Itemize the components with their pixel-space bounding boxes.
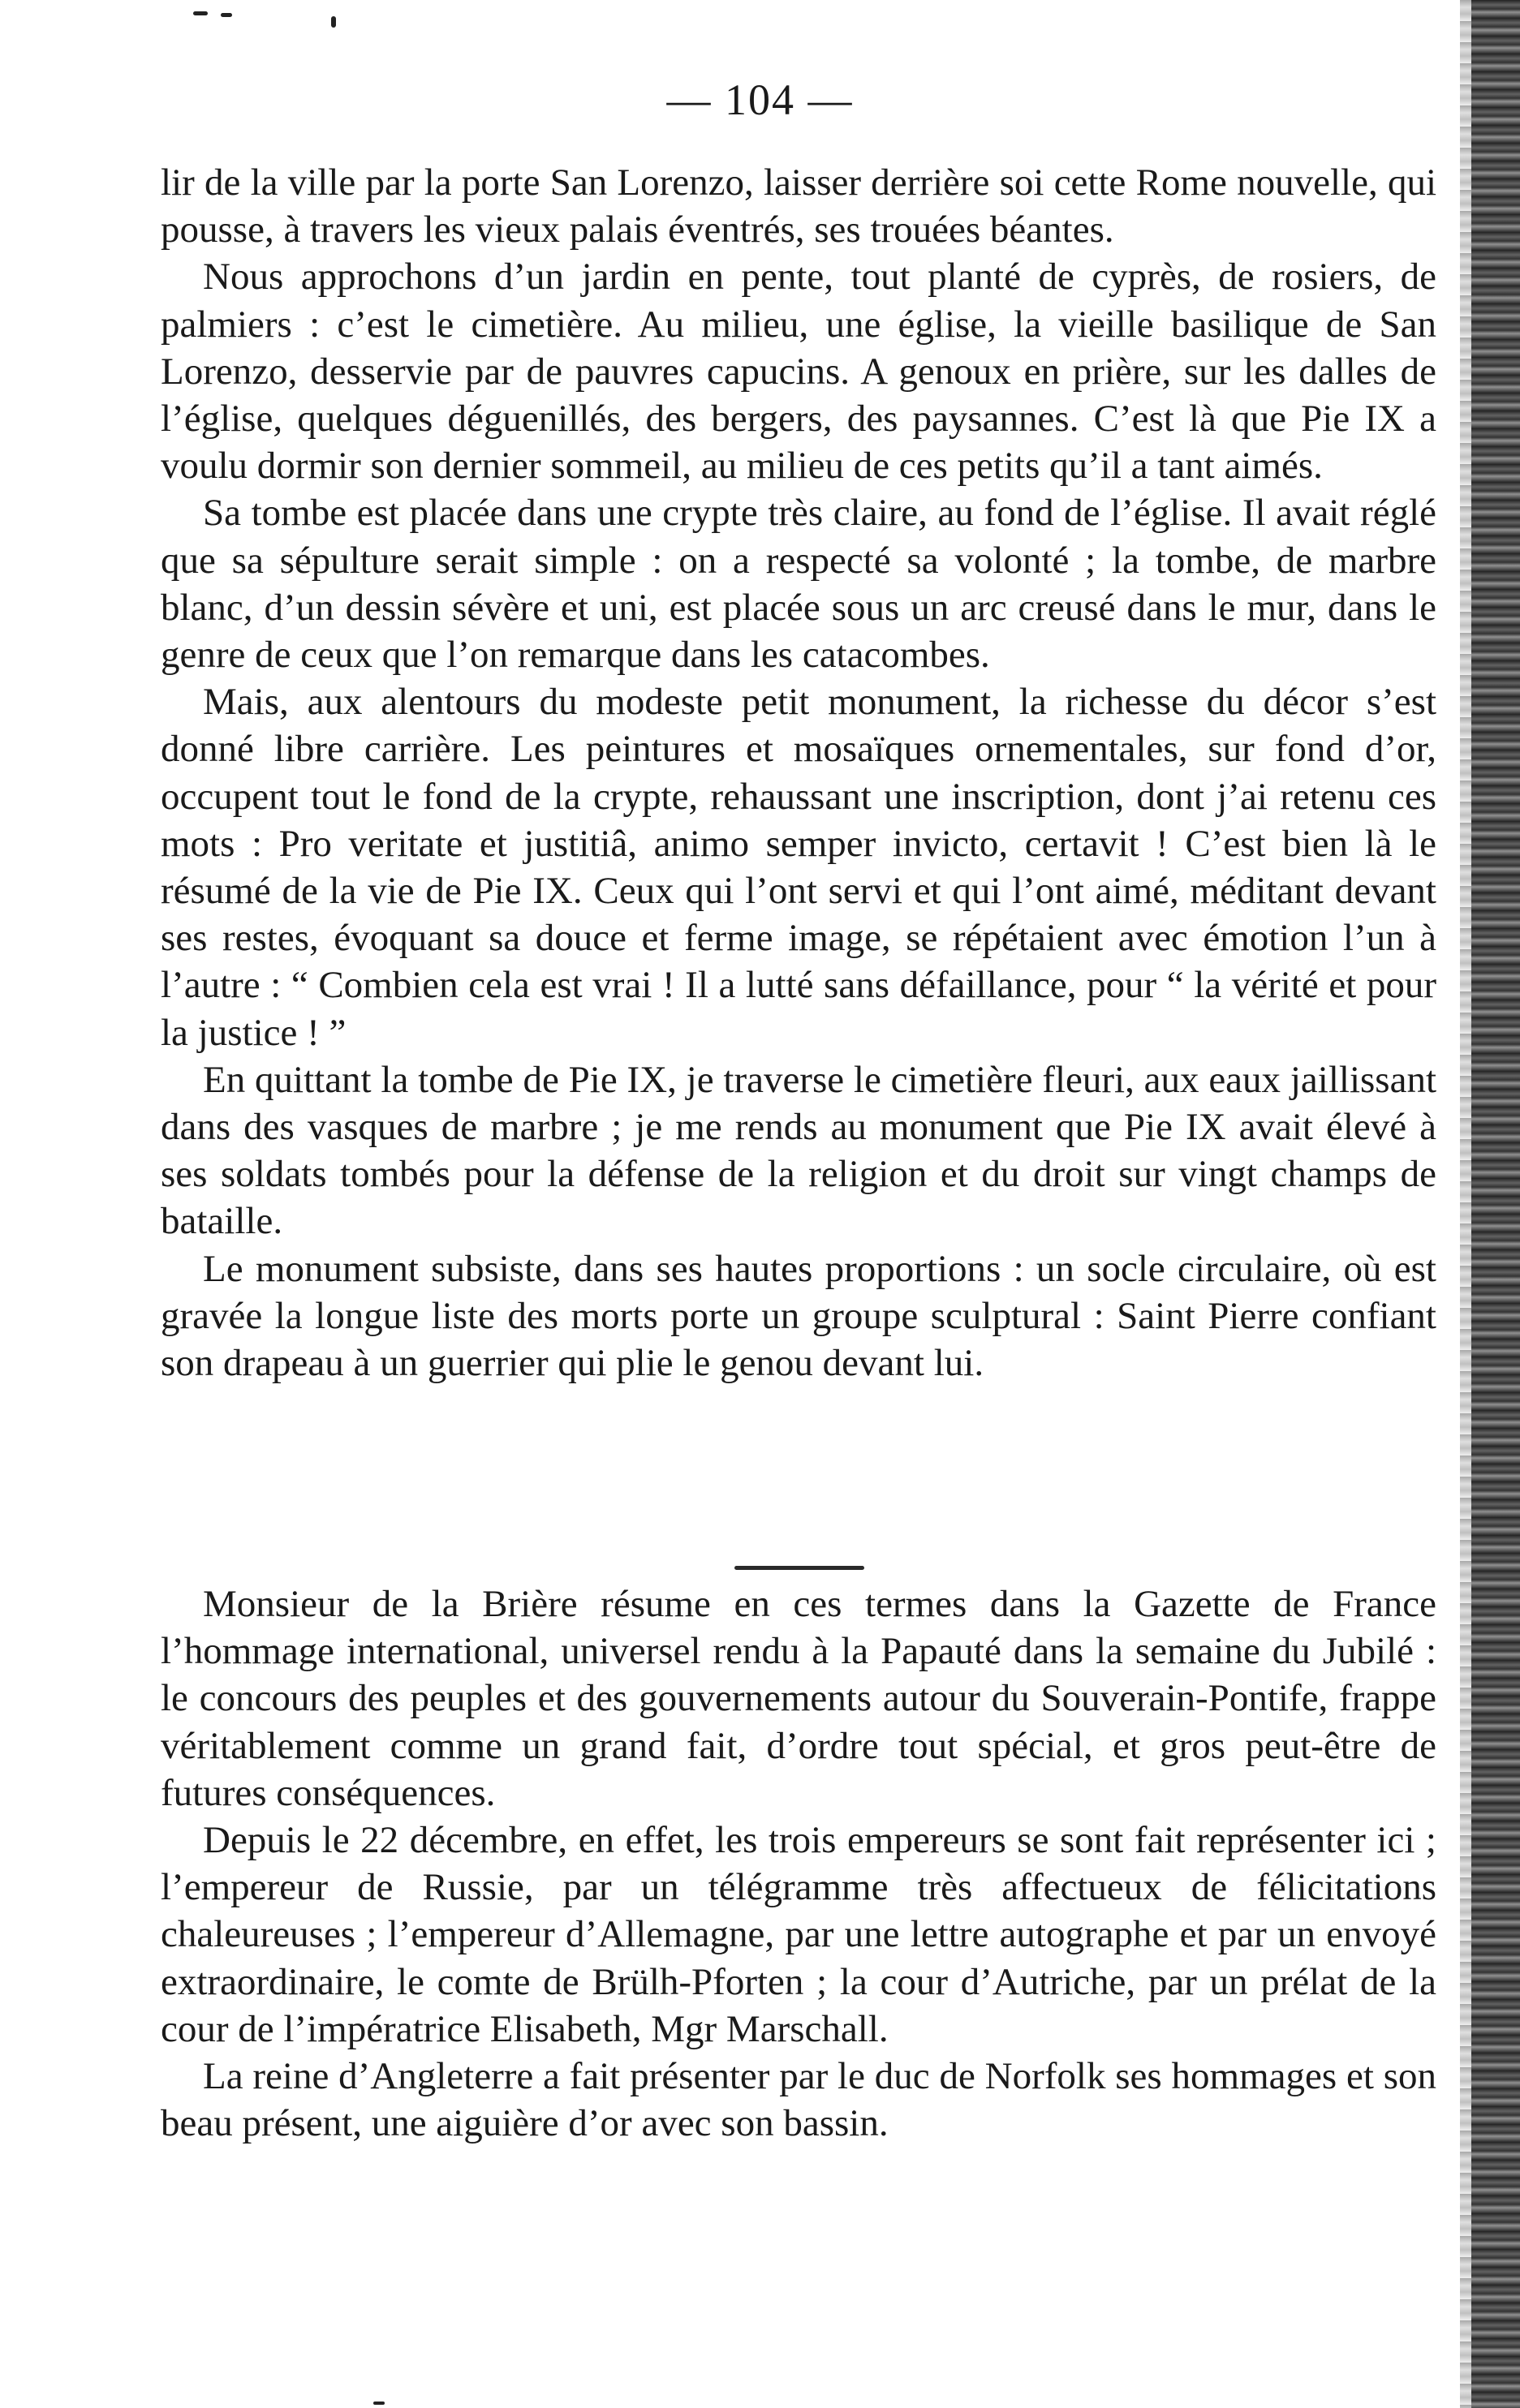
paragraph: Sa tombe est placée dans une crypte très claire, au fond de l’église. Il avait réglé que sa sépulture serait simple : on a respecté sa volonté ; la tombe, de marbre blanc, d’un dessin sévère et uni, est placée sous un arc creusé dans le mur, dans le genre de ceux que l’on remarque dans les catacombes. <box>161 492 1436 677</box>
body-text-section-2 <box>161 1580 1436 2147</box>
paragraph: lir de la ville par la porte San Lorenzo, laisser derrière soi cette Rome nouvelle, qui pousse, à travers les vieux palais éventrés, ses trouées béantes. <box>161 161 1436 252</box>
ink-speck <box>331 16 336 28</box>
page-number: — 104 — <box>666 75 854 124</box>
paragraph: La reine d’Angleterre a fait présenter par le duc de Norfolk ses hommages et son beau présent, une aiguière d’or avec son bassin. <box>161 2055 1436 2145</box>
paragraph: Le monument subsiste, dans ses hautes proportions : un socle circulaire, où est gravée la longue liste des morts porte un groupe sculptural : Saint Pierre confiant son drapeau à un guerrier qui plie le genou devant lui. <box>161 1247 1436 1385</box>
paragraph: Nous approchons d’un jardin en pente, tout planté de cyprès, de rosiers, de palmiers : c’est le cimetière. Au milieu, une église, la vieille basilique de San Lorenzo, desservie par de pauvres capucins. A genoux en prière, sur les dalles de l’église, quelques déguenillés, des bergers, des paysannes. C’est là que Pie IX a voulu dormir son dernier sommeil, au milieu de ces petits qu’il a tant aimés. <box>161 256 1436 488</box>
paragraph: Monsieur de la Brière résume en ces termes dans la Gazette de France l’hommage international, universel rendu à la Papauté dans la semaine du Jubilé : le concours des peuples et des gouvernements autour du Souverain-Pontife, frappe véritablement comme un grand fait, d’ordre tout spécial, et gros peut-être de futures conséquences. <box>161 1583 1436 1814</box>
paragraph: En quittant la tombe de Pie IX, je traverse le cimetière fleuri, aux eaux jaillissant dans des vasques de marbre ; je me rends au monument que Pie IX avait élevé à ses soldats tombés pour la défense de la religion et du droit sur vingt champs de bataille. <box>161 1058 1436 1243</box>
book-binding-edge <box>1471 0 1520 2408</box>
ink-speck <box>373 2402 385 2405</box>
paragraph: Depuis le 22 décembre, en effet, les trois empereurs se sont fait représenter ici ; l’empereur de Russie, par un télégramme très affectueux de félicitations chaleureuses ; l’empereur d’Allemagne, par une lettre autographe et par un envoyé extraordinaire, le comte de Brülh-Pforten ; la cour d’Autriche, par un prélat de la cour de l’impératrice Elisabeth, Mgr Marschall. <box>161 1819 1436 2050</box>
ink-speck <box>221 13 232 17</box>
section-separator <box>734 1566 864 1570</box>
body-text-section-1 <box>161 159 1436 1387</box>
paragraph: Mais, aux alentours du modeste petit monument, la richesse du décor s’est donné libre carrière. Les peintures et mosaïques ornementales, sur fond d’or, occupent tout le fond de la crypte, rehaussant une inscription, dont j’ai retenu ces mots : Pro veritate et justitiâ, animo semper invicto, certavit ! C’est bien là le résumé de la vie de Pie IX. Ceux qui l’ont servi et qui l’ont aimé, méditant devant ses restes, évoquant sa douce et ferme image, se répétaient avec émotion l’un à l’autre : “ Combien cela est vrai ! Il a lutté sans défaillance, pour “ la vérité et pour la justice ! ” <box>161 681 1436 1054</box>
ink-speck <box>193 11 208 15</box>
